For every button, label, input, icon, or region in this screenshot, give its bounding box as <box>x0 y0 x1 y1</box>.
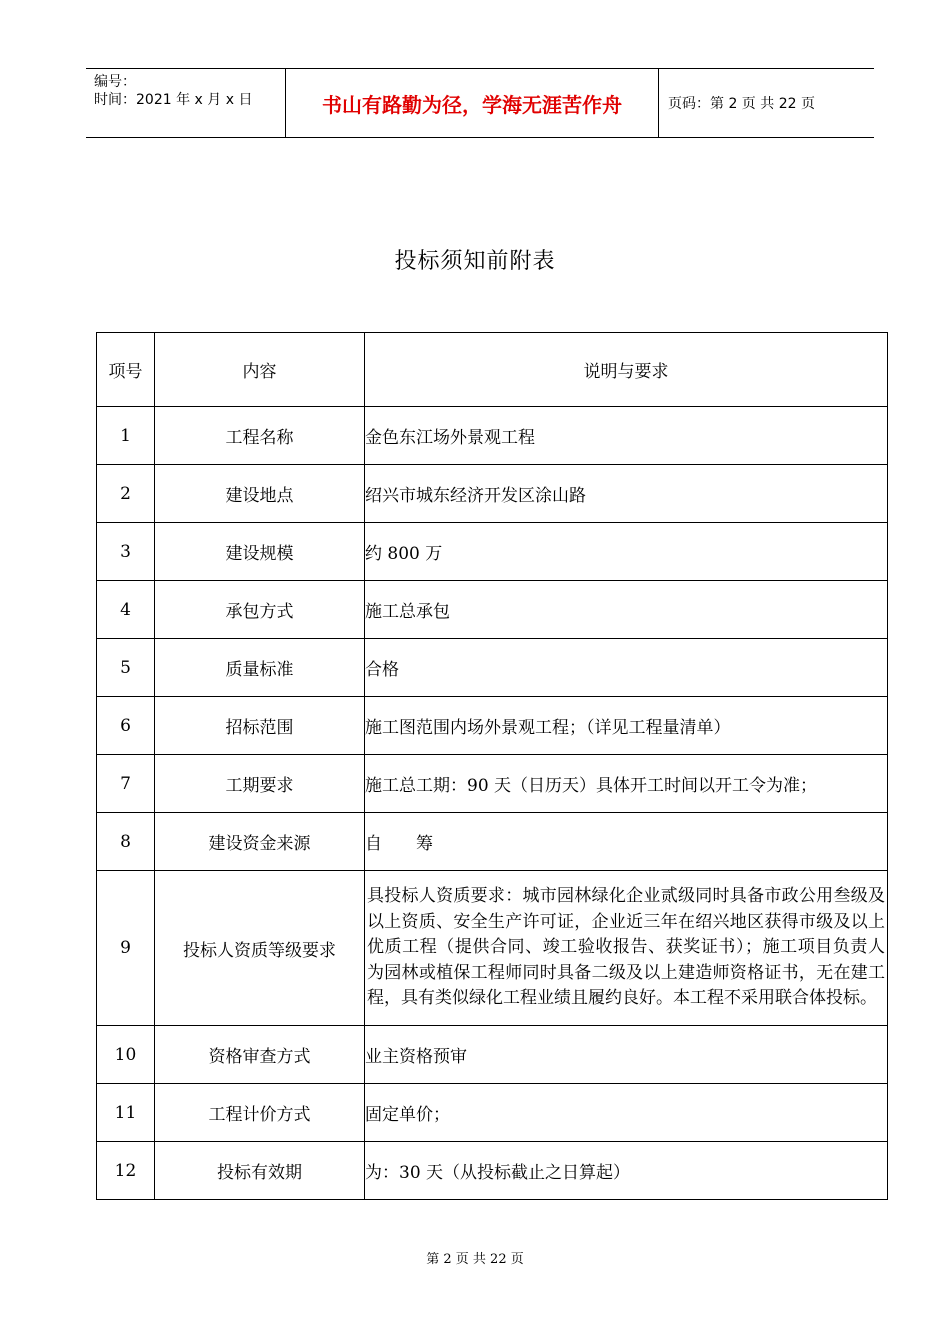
row-description: 约 800 万 <box>365 523 888 581</box>
table-row <box>97 871 888 1026</box>
table-row <box>97 407 888 465</box>
document-title: 投标须知前附表 <box>394 249 556 274</box>
row-number: 6 <box>97 697 155 755</box>
number-label: 编号： <box>94 74 136 90</box>
row-item: 投标人资质等级要求 <box>155 871 365 1026</box>
header-motto: 书山有路勤为径，学海无涯苦作舟 <box>322 92 622 117</box>
row-number: 9 <box>97 871 155 1026</box>
row-description: 绍兴市城东经济开发区涂山路 <box>365 465 888 523</box>
page-footer: 第 2 页 共 22 页 <box>426 1252 524 1267</box>
header-item: 内容 <box>155 333 365 407</box>
row-item: 承包方式 <box>155 581 365 639</box>
table-row <box>97 639 888 697</box>
row-number: 10 <box>97 1026 155 1084</box>
row-description: 施工总工期：90 天（日历天）具体开工时间以开工令为准； <box>365 755 888 813</box>
table-row <box>97 1026 888 1084</box>
table-row <box>97 581 888 639</box>
table-row <box>97 1084 888 1142</box>
table-row <box>97 465 888 523</box>
row-description: 具投标人资质要求：城市园林绿化企业贰级同时具备市政公用叁级及以上资质、安全生产许可证，企业近三年在绍兴地区获得市级及以上优质工程（提供合同、竣工验收报告、获奖证书）；施工项目负责人为园林或植保工程师同时具备二级及以上建造师资格证书，无在建工程，具有类似绿化工程业绩且履约良好。本工程不采用联合体投标。 <box>365 871 888 1026</box>
row-number: 5 <box>97 639 155 697</box>
row-item: 工程计价方式 <box>155 1084 365 1142</box>
row-number: 3 <box>97 523 155 581</box>
row-number: 12 <box>97 1142 155 1200</box>
table-row <box>97 1142 888 1200</box>
row-item: 工程名称 <box>155 407 365 465</box>
header-desc: 说明与要求 <box>365 333 888 407</box>
row-item: 工期要求 <box>155 755 365 813</box>
row-number: 4 <box>97 581 155 639</box>
row-description: 为：30 天（从投标截止之日算起） <box>365 1142 888 1200</box>
row-description: 施工图范围内场外景观工程；（详见工程量清单） <box>365 697 888 755</box>
row-item: 招标范围 <box>155 697 365 755</box>
row-item: 质量标准 <box>155 639 365 697</box>
table-row <box>97 755 888 813</box>
row-description: 金色东江场外景观工程 <box>365 407 888 465</box>
table-row <box>97 697 888 755</box>
row-item: 建设资金来源 <box>155 813 365 871</box>
row-description: 合格 <box>365 639 888 697</box>
row-description: 施工总承包 <box>365 581 888 639</box>
header-no: 项号 <box>97 333 155 407</box>
table-row <box>97 813 888 871</box>
header-divider <box>658 69 659 137</box>
row-number: 7 <box>97 755 155 813</box>
bid-notice-table <box>96 332 888 1200</box>
row-description: 业主资格预审 <box>365 1026 888 1084</box>
row-description: 自 筹 <box>365 813 888 871</box>
row-number: 11 <box>97 1084 155 1142</box>
page-header <box>86 68 874 138</box>
header-meta <box>94 73 252 109</box>
table-header-row <box>97 333 888 407</box>
row-number: 1 <box>97 407 155 465</box>
header-page-label: 页码：第 2 页 共 22 页 <box>668 96 815 112</box>
table-row <box>97 523 888 581</box>
row-description: 固定单价； <box>365 1084 888 1142</box>
row-item: 资格审查方式 <box>155 1026 365 1084</box>
row-item: 建设地点 <box>155 465 365 523</box>
time-label: 时间：2021 年 x 月 x 日 <box>94 92 253 108</box>
row-item: 建设规模 <box>155 523 365 581</box>
row-item: 投标有效期 <box>155 1142 365 1200</box>
row-number: 8 <box>97 813 155 871</box>
row-number: 2 <box>97 465 155 523</box>
